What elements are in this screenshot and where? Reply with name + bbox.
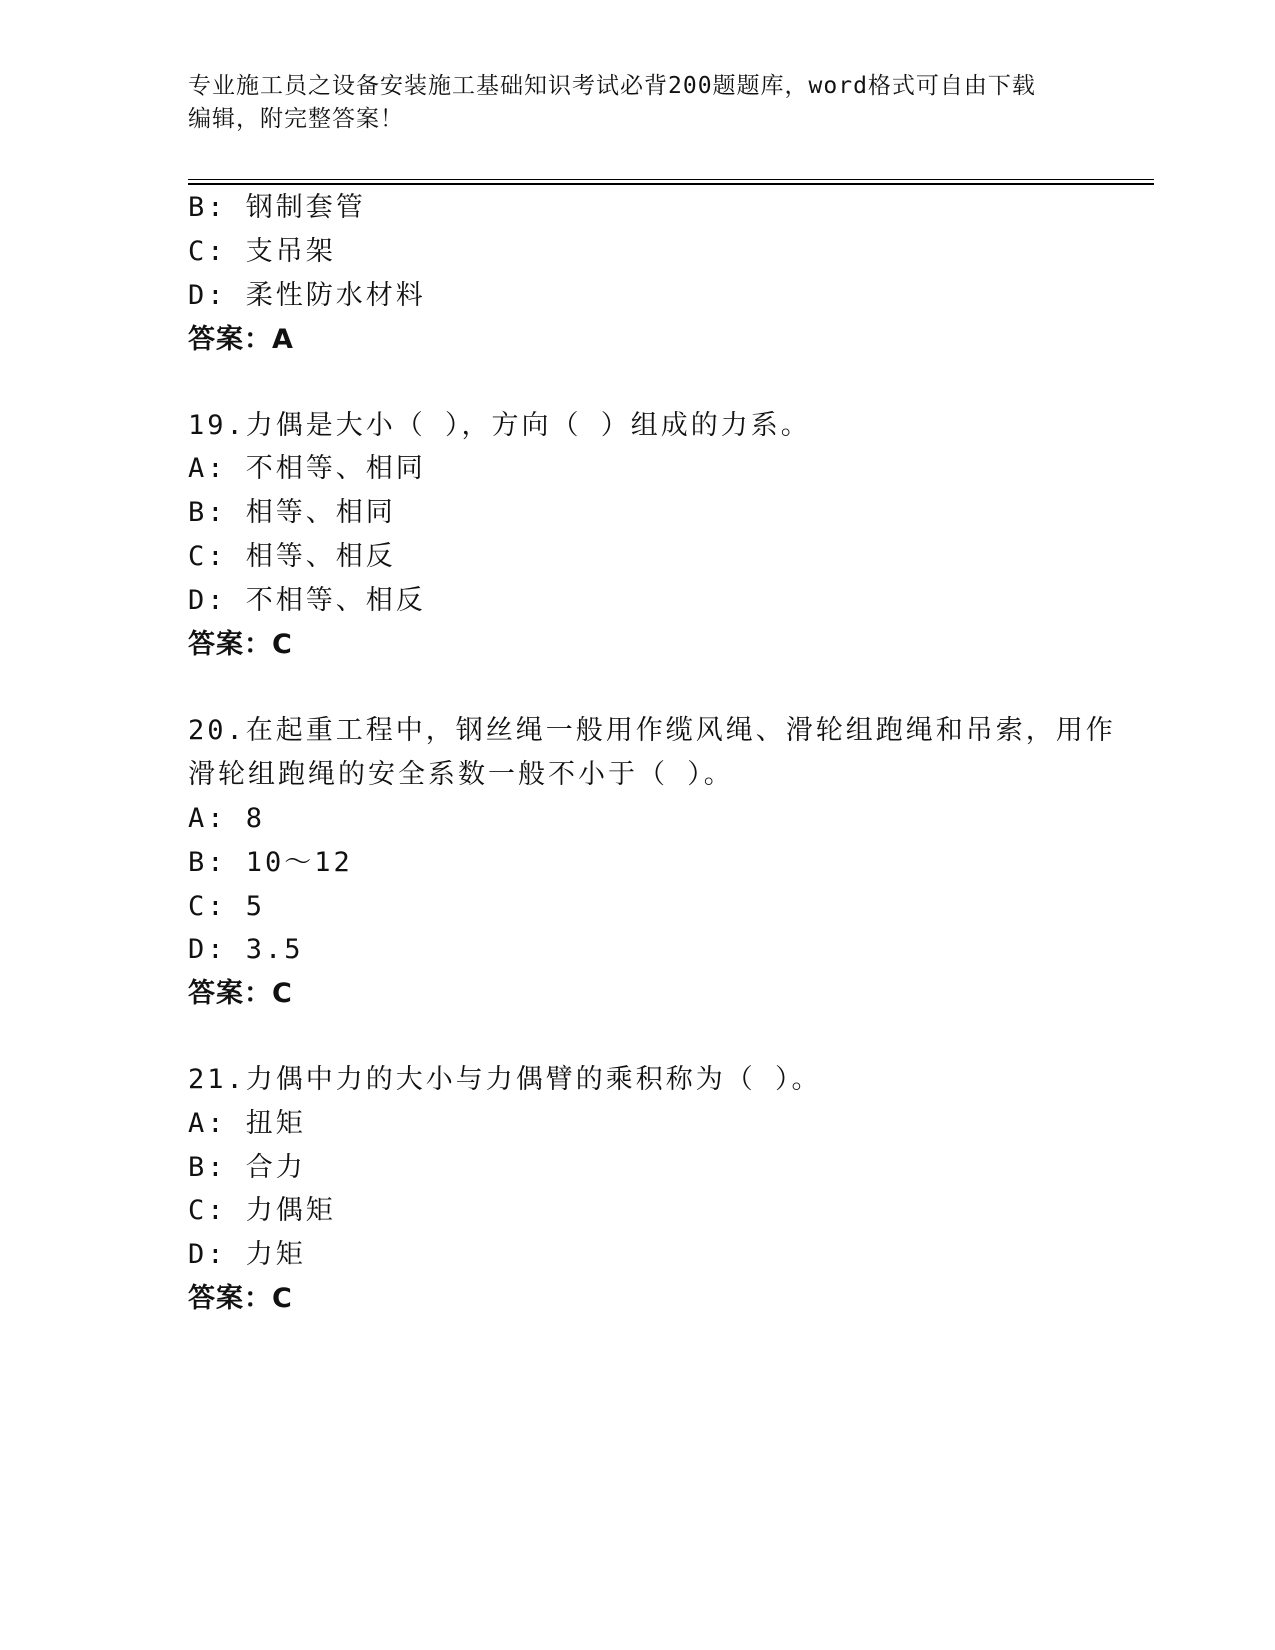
q21-option-b: B: 合力 [188, 1152, 306, 1183]
q18-option-b: B: 钢制套管 [188, 192, 366, 223]
q18-option-c: C: 支吊架 [188, 236, 336, 267]
header-line-1: 专业施工员之设备安装施工基础知识考试必背200题题库，word格式可自由下载 [188, 73, 1036, 99]
q20-option-a: A: 8 [188, 803, 266, 834]
q20-option-b: B: 10～12 [188, 847, 353, 878]
q21-answer: 答案：C [188, 1283, 293, 1314]
q19-option-c: C: 相等、相反 [188, 541, 396, 572]
q19-stem: 19.力偶是大小（ ），方向（ ）组成的力系。 [188, 410, 811, 441]
document-header [188, 70, 1088, 136]
q21-option-c: C: 力偶矩 [188, 1195, 336, 1226]
q20-stem-line-2: 滑轮组跑绳的安全系数一般不小于（ ）。 [188, 759, 734, 790]
q20-answer: 答案：C [188, 978, 293, 1009]
q19-option-b: B: 相等、相同 [188, 497, 396, 528]
q20-option-d: D: 3.5 [188, 934, 304, 965]
q19-option-d: D: 不相等、相反 [188, 585, 426, 616]
header-line-2: 编辑，附完整答案！ [188, 106, 404, 132]
q19-answer: 答案：C [188, 629, 293, 660]
q19-option-a: A: 不相等、相同 [188, 453, 426, 484]
q21-option-a: A: 扭矩 [188, 1108, 306, 1139]
header-rule-thin [188, 179, 1154, 180]
q18-option-d: D: 柔性防水材料 [188, 280, 426, 311]
header-rule-thick [188, 183, 1154, 185]
q18-answer: 答案：A [188, 324, 294, 355]
q20-stem-line-1: 20.在起重工程中，钢丝绳一般用作缆风绳、滑轮组跑绳和吊索，用作 [188, 715, 1116, 746]
q21-stem: 21.力偶中力的大小与力偶臂的乘积称为（ ）。 [188, 1064, 822, 1095]
q20-option-c: C: 5 [188, 891, 266, 922]
q21-option-d: D: 力矩 [188, 1239, 306, 1270]
